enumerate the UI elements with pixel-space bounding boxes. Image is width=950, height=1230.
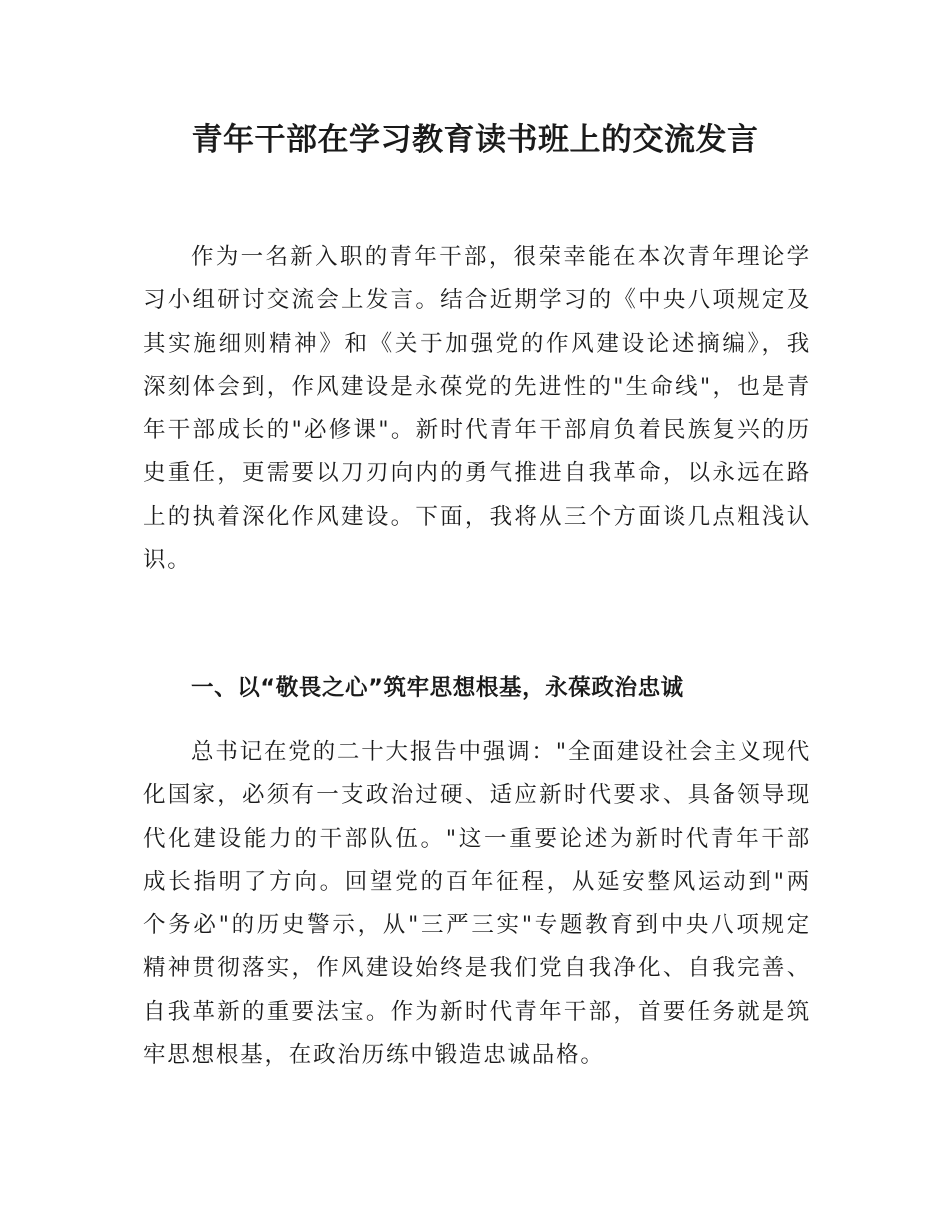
- intro-paragraph: 作为一名新入职的青年干部，很荣幸能在本次青年理论学习小组研讨交流会上发言。结合近期学习的《中央八项规定及其实施细则精神》和《关于加强党的作风建设论述摘编》，我深刻体会到，作风建设是永葆党的先进性的"生命线"，也是青年干部成长的"必修课"。新时代青年干部肩负着民族复兴的历史重任，更需要以刀刃向内的勇气推进自我革命，以永远在路上的执着深化作风建设。下面，我将从三个方面谈几点粗浅认识。: [143, 244, 811, 574]
- section-paragraph: 总书记在党的二十大报告中强调："全面建设社会主义现代化国家，必须有一支政治过硬、适应新时代要求、具备领导现代化建设能力的干部队伍。"这一重要论述为新时代青年干部成长指明了方向。回望党的百年征程，从延安整风运动到"两个务必"的历史警示，从"三严三实"专题教育到中央八项规定精神贯彻落实，作风建设始终是我们党自我净化、自我完善、自我革新的重要法宝。作为新时代青年干部，首要任务就是筑牢思想根基，在政治历练中锻造忠诚品格。: [143, 739, 811, 1069]
- document-title: 青年干部在学习教育读书班上的交流发言: [191, 122, 759, 158]
- section-heading: 一、以“敬畏之心”筑牢思想根基，永葆政治忠诚: [191, 675, 684, 701]
